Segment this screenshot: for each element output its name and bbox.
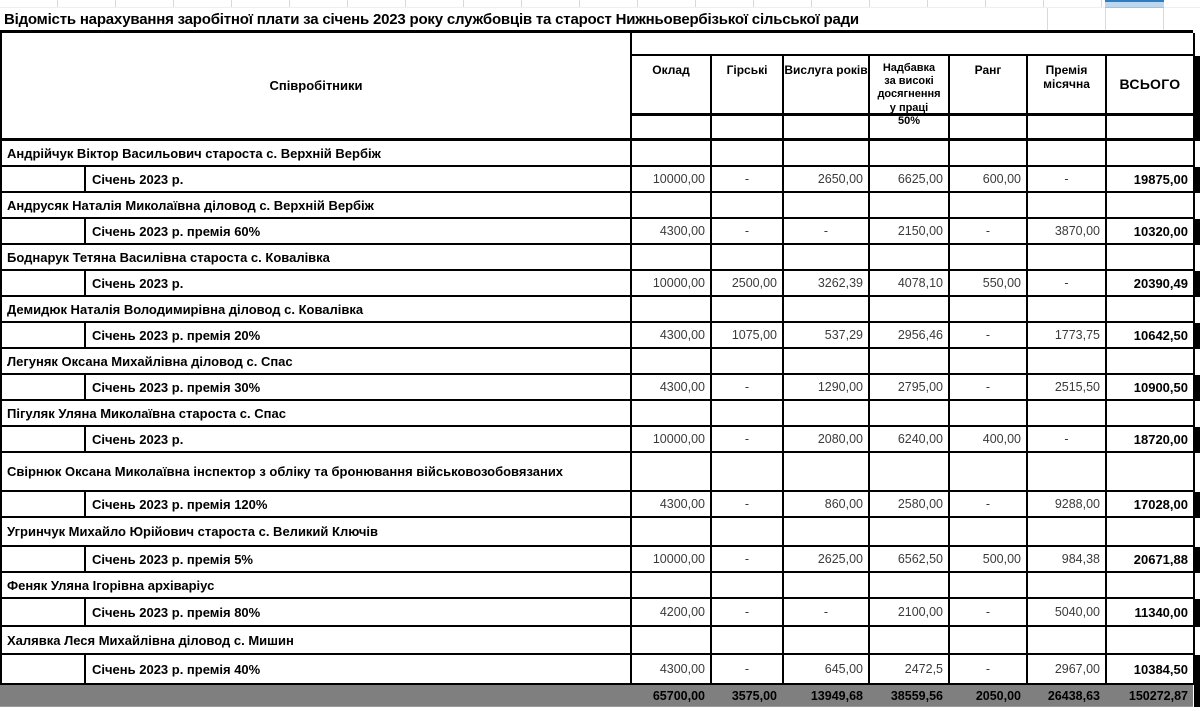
header-label-employees: Співробітники: [269, 78, 363, 93]
empty-cell[interactable]: [712, 401, 784, 425]
empty-cell[interactable]: [712, 627, 784, 653]
period-label: Січень 2023 р.: [92, 171, 184, 187]
empty-cell[interactable]: [632, 518, 712, 545]
value-nadbavka[interactable]: 2100,00: [870, 599, 950, 625]
value-rang[interactable]: -: [950, 219, 1028, 243]
value-hirski[interactable]: -: [712, 655, 784, 683]
header-cell-employees[interactable]: [2, 33, 632, 141]
total-nadbavka[interactable]: 38559,56: [890, 688, 943, 703]
value-vysluha[interactable]: 1290,00: [784, 375, 870, 399]
value-oklad[interactable]: 4300,00: [632, 655, 712, 683]
empty-cell[interactable]: [1107, 573, 1195, 597]
header-cell-rang[interactable]: [950, 56, 1028, 113]
empty-cell[interactable]: [1107, 453, 1195, 490]
value-rang[interactable]: 600,00: [950, 167, 1028, 191]
empty-cell[interactable]: [712, 518, 784, 545]
employee-name: Халявка Леся Михайлівна діловод с. Мишин: [7, 632, 294, 648]
empty-cell[interactable]: [632, 297, 712, 321]
value-premiya[interactable]: 2515,50: [1028, 375, 1107, 399]
employee-value-row: [2, 599, 1195, 627]
period-cell[interactable]: [86, 655, 632, 683]
value-premiya[interactable]: 9288,00: [1028, 492, 1107, 516]
value-vsoho[interactable]: 18720,00: [1107, 427, 1195, 451]
employee-name: Боднарук Тетяна Василівна староста с. Ковалівка: [7, 249, 330, 265]
empty-cell[interactable]: [1028, 627, 1107, 653]
indent-cell[interactable]: [2, 492, 86, 516]
value-nadbavka[interactable]: 6562,50: [870, 547, 950, 571]
empty-cell[interactable]: [870, 573, 950, 597]
right-edge-mark: [1194, 547, 1200, 573]
empty-cell[interactable]: [632, 573, 712, 597]
empty-cell[interactable]: [632, 245, 712, 269]
header-cell-oklad[interactable]: [632, 56, 712, 113]
employee-name-cell[interactable]: [2, 297, 632, 321]
right-edge-mark: [1194, 655, 1200, 685]
empty-cell[interactable]: [870, 453, 950, 490]
right-edge-mark: [1194, 271, 1200, 297]
empty-cell[interactable]: [632, 141, 712, 165]
value-hirski[interactable]: -: [712, 375, 784, 399]
empty-cell[interactable]: [712, 141, 784, 165]
value-nadbavka[interactable]: 6625,00: [870, 167, 950, 191]
value-vsoho[interactable]: 10642,50: [1107, 323, 1195, 347]
period-label: Січень 2023 р. премія 5%: [92, 551, 253, 567]
empty-cell[interactable]: [632, 349, 712, 373]
header-cell-nadbavka[interactable]: [870, 56, 950, 127]
selected-cell[interactable]: [1105, 0, 1164, 8]
period-label: Січень 2023 р.: [92, 431, 184, 447]
total-vysluha[interactable]: 13949,68: [810, 688, 863, 703]
employee-name-row: [2, 245, 1195, 271]
value-nadbavka[interactable]: 2580,00: [870, 492, 950, 516]
header-right: [632, 33, 1195, 141]
right-edge-mark: [1194, 427, 1200, 453]
period-cell[interactable]: [86, 375, 632, 399]
employee-name-row: [2, 453, 1195, 492]
value-vsoho[interactable]: 10384,50: [1107, 655, 1195, 683]
value-nadbavka[interactable]: 6240,00: [870, 427, 950, 451]
empty-cell[interactable]: [1028, 193, 1107, 217]
empty-cell[interactable]: [784, 453, 870, 490]
empty-cell[interactable]: [1107, 349, 1195, 373]
empty-cell[interactable]: [1028, 141, 1107, 165]
payroll-table: [0, 33, 1195, 685]
value-hirski[interactable]: 2500,00: [712, 271, 784, 295]
employee-block: [2, 573, 1195, 627]
value-rang[interactable]: 500,00: [950, 547, 1028, 571]
value-hirski[interactable]: 1075,00: [712, 323, 784, 347]
employee-block: [2, 627, 1195, 685]
value-vysluha[interactable]: 3262,39: [784, 271, 870, 295]
header-label-nadbavka: Надбавка за високі досягнення у праці 50%: [877, 62, 941, 127]
employee-value-row: [2, 427, 1195, 453]
empty-cell[interactable]: [870, 627, 950, 653]
value-oklad[interactable]: 4300,00: [632, 375, 712, 399]
employee-name: Феняк Уляна Ігорівна архіваріус: [7, 577, 215, 593]
employee-block: [2, 297, 1195, 349]
empty-cell[interactable]: [784, 401, 870, 425]
value-rang[interactable]: 550,00: [950, 271, 1028, 295]
empty-cell[interactable]: [1028, 116, 1107, 138]
empty-cell[interactable]: [632, 116, 712, 138]
value-vysluha[interactable]: 2650,00: [784, 167, 870, 191]
empty-cell[interactable]: [784, 627, 870, 653]
indent-cell[interactable]: [2, 375, 86, 399]
employee-name-row: [2, 573, 1195, 599]
employee-value-row: [2, 492, 1195, 518]
empty-cell[interactable]: [950, 627, 1028, 653]
right-edge-mark: [1194, 56, 1200, 116]
indent-cell[interactable]: [2, 271, 86, 295]
empty-cell[interactable]: [1028, 245, 1107, 269]
table-header: [2, 33, 1195, 141]
empty-cell[interactable]: [784, 141, 870, 165]
empty-cell[interactable]: [632, 627, 712, 653]
empty-cell[interactable]: [1028, 518, 1107, 545]
empty-cell[interactable]: [784, 116, 870, 138]
empty-cell[interactable]: [784, 297, 870, 321]
empty-cell[interactable]: [950, 349, 1028, 373]
employee-block: [2, 453, 1195, 518]
value-hirski[interactable]: -: [712, 547, 784, 571]
value-oklad[interactable]: 10000,00: [632, 427, 712, 451]
value-vsoho[interactable]: 11340,00: [1107, 599, 1195, 625]
right-edge-mark: [1194, 219, 1200, 245]
header-label-vsoho: ВСЬОГО: [1119, 76, 1181, 93]
employee-name-row: [2, 401, 1195, 427]
value-premiya[interactable]: 3870,00: [1028, 219, 1107, 243]
empty-cell[interactable]: [1107, 116, 1195, 138]
period-cell[interactable]: [86, 167, 632, 191]
employee-name: Пігуляк Уляна Миколаївна староста с. Спас: [7, 405, 286, 421]
period-label: Січень 2023 р. премія 30%: [92, 379, 261, 395]
empty-cell[interactable]: [950, 518, 1028, 545]
value-vysluha[interactable]: -: [784, 599, 870, 625]
value-oklad[interactable]: 10000,00: [632, 167, 712, 191]
value-vsoho[interactable]: 20671,88: [1107, 547, 1195, 571]
empty-cell[interactable]: [950, 401, 1028, 425]
empty-cell[interactable]: [632, 193, 712, 217]
period-label: Січень 2023 р. премія 40%: [92, 661, 261, 677]
empty-cell[interactable]: [1028, 573, 1107, 597]
empty-cell[interactable]: [950, 141, 1028, 165]
value-rang[interactable]: -: [950, 492, 1028, 516]
indent-cell[interactable]: [2, 599, 86, 625]
value-vsoho[interactable]: 20390,49: [1107, 271, 1195, 295]
total-oklad[interactable]: 65700,00: [652, 688, 705, 703]
value-premiya[interactable]: -: [1028, 271, 1107, 295]
value-vysluha[interactable]: -: [784, 219, 870, 243]
header-label-oklad: Оклад: [652, 63, 690, 77]
value-rang[interactable]: 400,00: [950, 427, 1028, 451]
totals-row: [0, 685, 1193, 707]
value-vysluha[interactable]: 860,00: [784, 492, 870, 516]
empty-cell[interactable]: [784, 349, 870, 373]
empty-cell[interactable]: [870, 193, 950, 217]
employee-name-cell[interactable]: [2, 401, 632, 425]
employee-block: [2, 518, 1195, 573]
right-edge-mark: [1194, 375, 1200, 401]
value-vysluha[interactable]: 2625,00: [784, 547, 870, 571]
empty-cell[interactable]: [1028, 349, 1107, 373]
period-label: Січень 2023 р. премія 20%: [92, 327, 261, 343]
employee-name: Свірнюк Оксана Миколаївна інспектор з обліку та бронювання військовозобовязаних: [7, 464, 564, 479]
value-oklad[interactable]: 10000,00: [632, 271, 712, 295]
value-vysluha[interactable]: 645,00: [784, 655, 870, 683]
employee-name-cell[interactable]: [2, 453, 632, 490]
header-cell-vsoho[interactable]: [1107, 56, 1195, 113]
empty-cell[interactable]: [870, 245, 950, 269]
empty-cell[interactable]: [950, 453, 1028, 490]
employee-name: Андрійчук Віктор Васильович староста с. Верхній Вербіж: [7, 145, 381, 161]
value-oklad[interactable]: 4200,00: [632, 599, 712, 625]
period-cell[interactable]: [86, 547, 632, 571]
employee-value-row: [2, 375, 1195, 401]
value-vsoho[interactable]: 10900,50: [1107, 375, 1195, 399]
empty-cell[interactable]: [1107, 518, 1195, 545]
total-rang[interactable]: 2050,00: [975, 688, 1021, 703]
employee-value-row: [2, 167, 1195, 193]
value-nadbavka[interactable]: 2472,5: [870, 655, 950, 683]
employee-name-row: [2, 627, 1195, 655]
header-label-premiya: Премія місячна: [1043, 63, 1090, 92]
employee-value-row: [2, 219, 1195, 245]
value-premiya[interactable]: 5040,00: [1028, 599, 1107, 625]
employee-name-cell[interactable]: [2, 349, 632, 373]
empty-cell[interactable]: [712, 245, 784, 269]
value-hirski[interactable]: -: [712, 219, 784, 243]
period-cell[interactable]: [86, 492, 632, 516]
period-label: Січень 2023 р.: [92, 275, 184, 291]
empty-cell[interactable]: [1107, 297, 1195, 321]
empty-cell[interactable]: [712, 116, 784, 138]
value-nadbavka[interactable]: 4078,10: [870, 271, 950, 295]
empty-cell[interactable]: [870, 116, 950, 138]
empty-cell[interactable]: [784, 518, 870, 545]
empty-cell[interactable]: [950, 297, 1028, 321]
value-nadbavka[interactable]: 2150,00: [870, 219, 950, 243]
value-rang[interactable]: -: [950, 375, 1028, 399]
table-body: [2, 141, 1195, 685]
empty-cell[interactable]: [712, 193, 784, 217]
sheet-title: Відомість нарахування заробітної плати за січень 2023 року службовців та старост Нижньовербізької сільської ради: [4, 10, 859, 28]
empty-cell[interactable]: [1107, 193, 1195, 217]
value-vsoho[interactable]: 17028,00: [1107, 492, 1195, 516]
employee-name-cell[interactable]: [2, 141, 632, 165]
employee-block: [2, 401, 1195, 453]
employee-name: Демидюк Наталія Володимирівна діловод с. Ковалівка: [7, 301, 364, 317]
header-label-hirski: Гірські: [726, 63, 768, 77]
empty-cell[interactable]: [784, 245, 870, 269]
header-label-rang: Ранг: [974, 63, 1002, 77]
employee-name-cell[interactable]: [2, 245, 632, 269]
employee-value-row: [2, 271, 1195, 297]
right-edge-mark: [1194, 599, 1200, 627]
header-cell-hirski[interactable]: [712, 56, 784, 113]
header-label-vysluha: Вислуга років: [784, 63, 868, 77]
empty-cell[interactable]: [784, 573, 870, 597]
employee-name: Угринчук Михайло Юрійович староста с. Великий Ключів: [7, 524, 378, 539]
employee-block: [2, 349, 1195, 401]
value-hirski[interactable]: -: [712, 492, 784, 516]
empty-cell[interactable]: [1028, 453, 1107, 490]
employee-value-row: [2, 655, 1195, 685]
employee-name-row: [2, 518, 1195, 547]
period-cell[interactable]: [86, 427, 632, 451]
empty-cell[interactable]: [712, 453, 784, 490]
indent-cell[interactable]: [2, 547, 86, 571]
value-hirski[interactable]: -: [712, 167, 784, 191]
header-labels-row: [632, 56, 1195, 127]
employee-name-cell[interactable]: [2, 518, 632, 545]
period-label: Січень 2023 р. премія 60%: [92, 223, 261, 239]
total-vsoho[interactable]: 150272,87: [1128, 688, 1188, 703]
value-oklad[interactable]: 10000,00: [632, 547, 712, 571]
right-edge-mark: [1194, 685, 1200, 707]
employee-value-row: [2, 547, 1195, 573]
empty-cell[interactable]: [950, 573, 1028, 597]
value-oklad[interactable]: 4300,00: [632, 492, 712, 516]
value-vsoho[interactable]: 19875,00: [1107, 167, 1195, 191]
value-vysluha[interactable]: 2080,00: [784, 427, 870, 451]
employee-block: [2, 141, 1195, 193]
value-oklad[interactable]: 4300,00: [632, 219, 712, 243]
employee-block: [2, 245, 1195, 297]
value-vsoho[interactable]: 10320,00: [1107, 219, 1195, 243]
period-label: Січень 2023 р. премія 80%: [92, 604, 261, 620]
header-spacer-row[interactable]: [632, 33, 1195, 56]
employee-name-row: [2, 297, 1195, 323]
empty-cell[interactable]: [870, 297, 950, 321]
empty-cell[interactable]: [1107, 627, 1195, 653]
header-empty-row: [632, 116, 1195, 141]
right-edge-mark: [1194, 323, 1200, 349]
value-nadbavka[interactable]: 2956,46: [870, 323, 950, 347]
employee-name: Легуняк Оксана Михайлівна діловод с. Спас: [7, 353, 293, 369]
value-rang[interactable]: -: [950, 655, 1028, 683]
indent-cell[interactable]: [2, 219, 86, 243]
value-hirski[interactable]: -: [712, 427, 784, 451]
empty-cell[interactable]: [1107, 141, 1195, 165]
value-vysluha[interactable]: 537,29: [784, 323, 870, 347]
value-premiya[interactable]: 984,38: [1028, 547, 1107, 571]
period-cell[interactable]: [86, 219, 632, 243]
empty-cell[interactable]: [632, 401, 712, 425]
value-hirski[interactable]: -: [712, 599, 784, 625]
empty-cell[interactable]: [1028, 401, 1107, 425]
empty-cell[interactable]: [1107, 401, 1195, 425]
empty-cell[interactable]: [784, 193, 870, 217]
indent-cell[interactable]: [2, 655, 86, 683]
header-cell-premiya[interactable]: [1028, 56, 1107, 113]
value-premiya[interactable]: 1773,75: [1028, 323, 1107, 347]
employee-block: [2, 193, 1195, 245]
empty-cell[interactable]: [1107, 245, 1195, 269]
employee-name-cell[interactable]: [2, 193, 632, 217]
empty-cell[interactable]: [870, 401, 950, 425]
period-label: Січень 2023 р. премія 120%: [92, 496, 268, 512]
employee-name-cell[interactable]: [2, 573, 632, 597]
right-edge-mark: [1194, 492, 1200, 518]
period-cell[interactable]: [86, 323, 632, 347]
empty-cell[interactable]: [632, 453, 712, 490]
employee-value-row: [2, 323, 1195, 349]
employee-name-cell[interactable]: [2, 627, 632, 653]
total-hirski[interactable]: 3575,00: [731, 688, 777, 703]
empty-cell[interactable]: [870, 349, 950, 373]
right-edge-mark: [1194, 116, 1200, 141]
value-nadbavka[interactable]: 2795,00: [870, 375, 950, 399]
empty-cell[interactable]: [950, 193, 1028, 217]
empty-cell[interactable]: [1028, 297, 1107, 321]
right-edge-mark: [1194, 167, 1200, 193]
period-cell[interactable]: [86, 271, 632, 295]
indent-cell[interactable]: [2, 167, 86, 191]
top-grid-strip: [0, 0, 1200, 8]
employee-name-row: [2, 349, 1195, 375]
empty-cell[interactable]: [870, 141, 950, 165]
employee-name-row: [2, 141, 1195, 167]
empty-cell[interactable]: [950, 116, 1028, 138]
totals-spacer: [0, 685, 630, 706]
value-premiya[interactable]: -: [1028, 427, 1107, 451]
title-grid-lines: [990, 8, 1193, 30]
empty-cell[interactable]: [870, 518, 950, 545]
value-rang[interactable]: -: [950, 599, 1028, 625]
employee-name: Андрусяк Наталія Миколаївна діловод с. Верхній Вербіж: [7, 197, 374, 213]
empty-cell[interactable]: [712, 349, 784, 373]
empty-cell[interactable]: [712, 297, 784, 321]
indent-cell[interactable]: [2, 427, 86, 451]
value-rang[interactable]: -: [950, 323, 1028, 347]
employee-name-row: [2, 193, 1195, 219]
indent-cell[interactable]: [2, 323, 86, 347]
total-premiya[interactable]: 26438,63: [1047, 688, 1100, 703]
empty-cell[interactable]: [712, 573, 784, 597]
value-premiya[interactable]: -: [1028, 167, 1107, 191]
value-premiya[interactable]: 2967,00: [1028, 655, 1107, 683]
period-cell[interactable]: [86, 599, 632, 625]
empty-cell[interactable]: [950, 245, 1028, 269]
header-cell-vysluha[interactable]: [784, 56, 870, 113]
value-oklad[interactable]: 4300,00: [632, 323, 712, 347]
